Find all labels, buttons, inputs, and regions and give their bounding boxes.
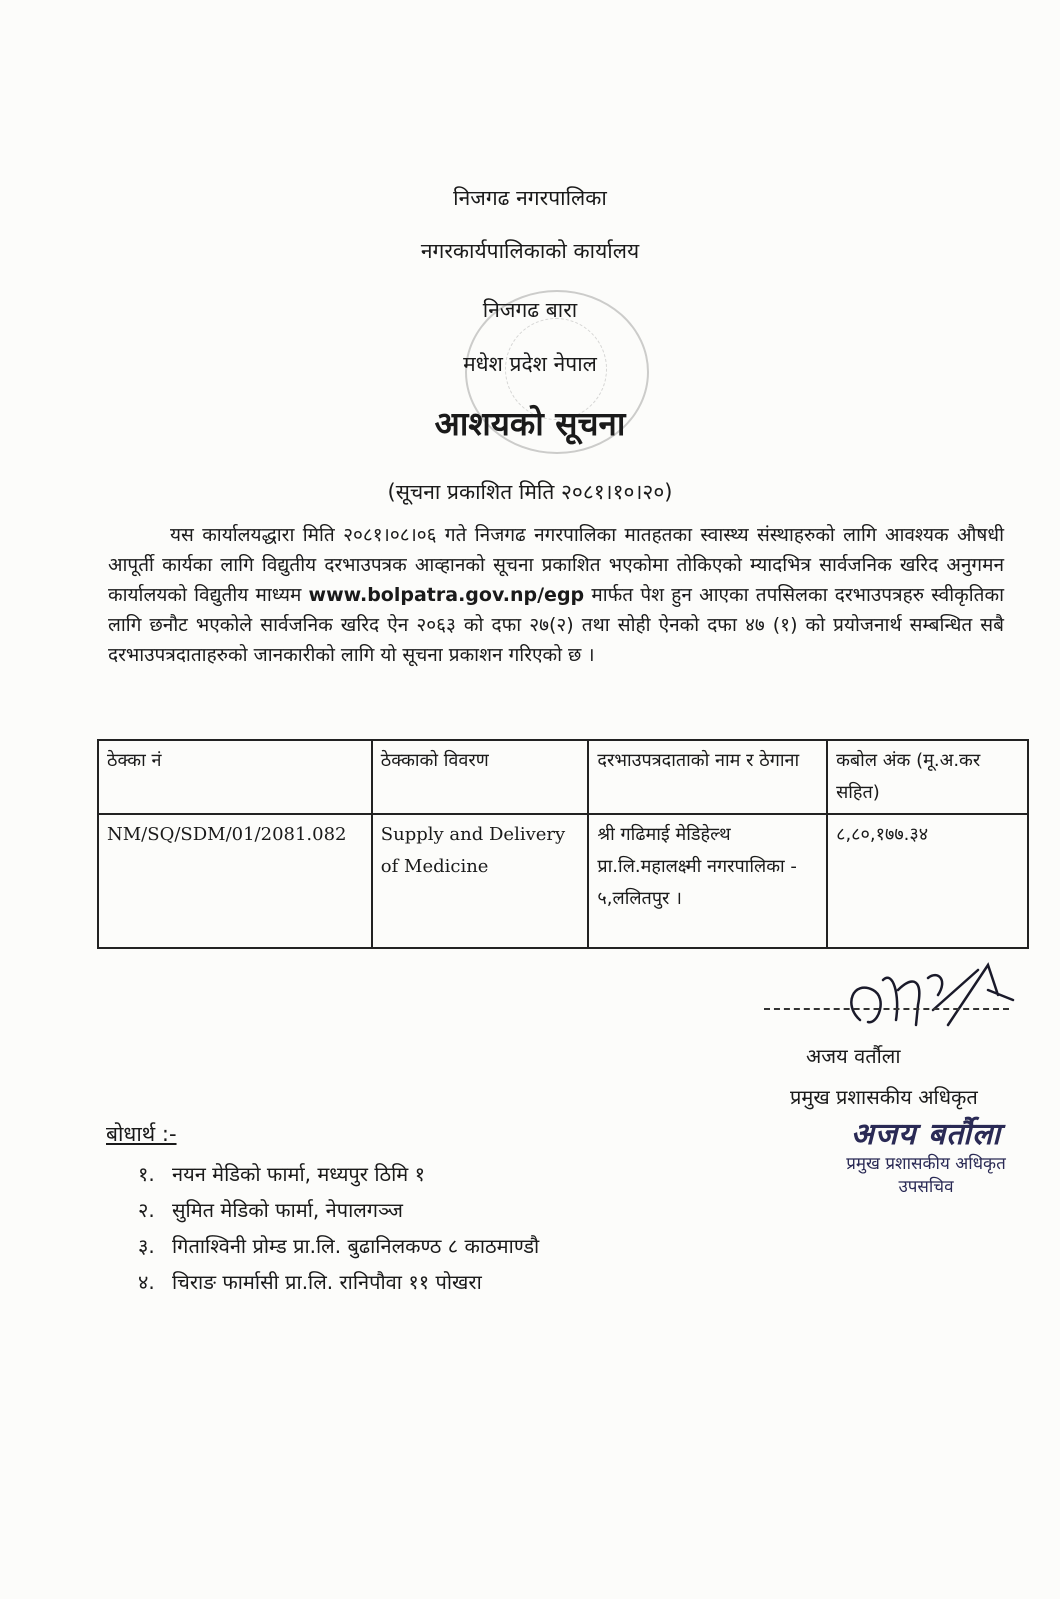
list-item-text: नयन मेडिको फार्मा, मध्यपुर ठिमि १ (172, 1162, 426, 1186)
col-description: ठेक्काको विवरण (372, 740, 589, 814)
table-row (98, 814, 1028, 948)
list-item (138, 1192, 539, 1228)
list-item (138, 1228, 539, 1264)
notice-title: आशयको सूचना (434, 404, 626, 443)
stamp-designation: प्रमुख प्रशासकीय अधिकृत (846, 1154, 1006, 1174)
name-stamp (806, 1112, 1046, 1202)
signatory-name: अजय वर्तौला (806, 1044, 901, 1068)
cc-heading: बोधार्थ :- (106, 1122, 177, 1146)
list-item-number: १. (138, 1162, 155, 1186)
municipality-name: निजगढ नगरपालिका (453, 186, 607, 210)
list-item (138, 1264, 539, 1300)
stamp-name: अजय बर्तौला (850, 1117, 1002, 1152)
office-location: निजगढ बारा (482, 298, 578, 322)
cc-list (138, 1156, 539, 1300)
province-name: मधेश प्रदेश नेपाल (463, 352, 597, 376)
table-header-row (98, 740, 1028, 814)
col-contract-no: ठेक्का नं (98, 740, 372, 814)
list-item-text: सुमित मेडिको फार्मा, नेपालगञ्ज (172, 1198, 403, 1222)
list-item-text: चिराङ फार्मासी प्रा.लि. रानिपौवा ११ पोखरा (172, 1270, 482, 1294)
bidder-cell: श्री गढिमाई मेडिहेल्थ प्रा.लि.महालक्ष्मी नगरपालिका - ५,ललितपुर । (588, 814, 827, 948)
signature-line (764, 1008, 1009, 1010)
signatory-designation: प्रमुख प्रशासकीय अधिकृत (790, 1085, 978, 1109)
notice-body (108, 520, 1004, 670)
list-item-text: गिताश्विनी प्रोम्ड प्रा.लि. बुढानिलकण्ठ ८ काठमाण्डौ (172, 1234, 540, 1258)
list-item-number: ३. (138, 1234, 155, 1258)
amount-cell: ८,८०,१७७.३४ (827, 814, 1028, 948)
body-text-part1: यस कार्यालयद्धारा मिति २०८१।०८।०६ गते निजगढ नगरपालिका मातहतका स्वास्थ्य संस्थाहरुको लागि आवश्यक औषधी आपूर्ती कार्यका लागि विद्युतीय दरभाउपत्रक आव्हानको सूचना प्रकाशित भएकोमा तोकिएको म्यादभित्र सार्वजनिक खरिद अनुगमन कार्यालयको विद्युतीय माध्यम (108, 524, 1004, 606)
publish-date: (सूचना प्रकाशित मिति २०८१।१०।२०) (387, 480, 673, 504)
list-item-number: २. (138, 1198, 155, 1222)
col-amount: कबोल अंक (मू.अ.कर सहित) (827, 740, 1028, 814)
body-text-part2: मार्फत पेश हुन आएका तपसिलका दरभाउपत्रहरु स्वीकृतिका लागि छनौट भएकोले सार्वजनिक खरिद ऐन २०६३ को दफा २७(२) तथा सोही ऐनको दफा ४७ (१) को प्रयोजनार्थ सम्बन्धित सबै दरभाउपत्रदाताहरुको जानकारीको लागि यो सूचना प्रकाशन गरिएको छ । (108, 584, 1004, 666)
list-item (138, 1156, 539, 1192)
selected-bids-table (97, 739, 1029, 949)
list-item-number: ४. (138, 1270, 155, 1294)
bolpatra-url: www.bolpatra.gov.np/egp (308, 584, 585, 606)
office-name: नगरकार्यपालिकाको कार्यालय (420, 239, 640, 263)
contract-no-cell: NM/SQ/SDM/01/2081.082 (98, 814, 372, 948)
stamp-rank: उपसचिव (898, 1177, 954, 1197)
col-bidder: दरभाउपत्रदाताको नाम र ठेगाना (588, 740, 827, 814)
description-cell: Supply and Delivery of Medicine (372, 814, 589, 948)
